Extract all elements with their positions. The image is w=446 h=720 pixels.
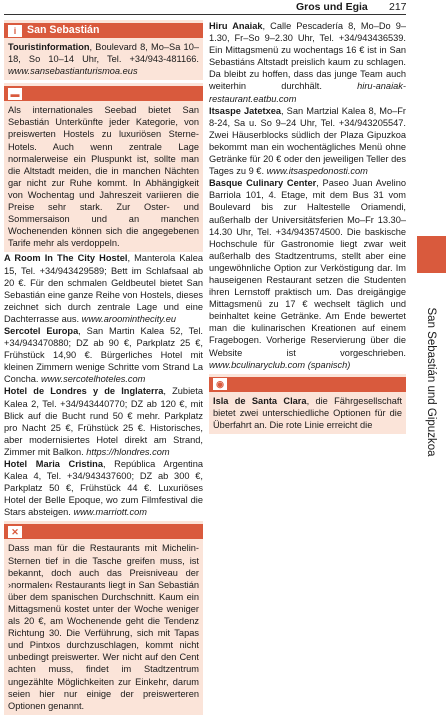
restaurant-url: hiru-anaiak-restaurant.eatbu.com xyxy=(209,81,406,104)
camera-icon: ◉ xyxy=(213,378,227,390)
tourist-info-text: , Boulevard 8, Mo–Sa 10–18, So 10–14 Uhr, Tel. +34/943-481166. xyxy=(8,42,199,65)
info-icon: i xyxy=(8,25,22,37)
left-column xyxy=(4,20,203,715)
sight-text: , die Fährgesellschaft bietet zwei unterschiedliche Optionen für die Überfahrt an. Die rote Linie erreicht die xyxy=(213,395,403,430)
hotel-intro: Als internationales Seebad bietet San Sebastián Unterkünfte jeder Kategorie, von preiswerten Hostels zu luxuriösen Sterne-Hotels. Auch wenn zentrale Lage normalerweise ein Pluspunkt ist, sollte man die Altstadt meiden, die in manchen Nächten gar nicht zur Ruhe kommt. In Abhängigkeit von Wochentag und Jahreszeit variieren die Preise sehr stark. Zur Oster- und Sommersaison und an manchen Wochenenden können sich die angegebenen Tarife mehr als verdoppeln. xyxy=(8,105,199,249)
restaurant-name: Basque Culinary Center xyxy=(209,178,317,189)
hotel-name: Sercotel Europa xyxy=(4,325,79,336)
food-box-bar xyxy=(4,524,203,539)
hotel-url: www.sercotelhoteles.com xyxy=(41,374,146,385)
bed-icon: ▬ xyxy=(8,88,22,100)
hotel-entry xyxy=(4,325,203,385)
cutlery-icon: ✕ xyxy=(8,526,22,538)
hotel-text: , Manterola Kalea 15, Tel. +34/943429589; Bett im Schlafsaal ab 20 €. Für den schmalen Geldbeutel bietet San Sebastián eine ganze Reihe von Hostels, dieses zeichnet sich durch zentrale Lage und eine Dachterrasse aus. xyxy=(4,253,203,324)
info-box-bar xyxy=(4,23,203,38)
hotel-entry xyxy=(4,252,203,325)
restaurant-name: Hiru Anaiak xyxy=(209,21,263,31)
tourist-info-url: www.sansebastianturismoa.eus xyxy=(8,66,138,77)
hotel-entry xyxy=(4,458,203,518)
restaurant-entry xyxy=(209,20,406,105)
restaurant-text: , San Martzial Kalea 8, Mo–Fr 8-24, Sa u. So 9–24 Uhr, Tel. +34/943205547. Zwei Häuserblocks südlich der Plaza Gipuzkoa bekommt man ein wochentägliches Menü ohne Getränke für 20 € oder den jeweiligen Teller des Tages zu 9 €. xyxy=(209,105,407,177)
tourist-info-name: Touristinformation xyxy=(8,42,90,52)
right-column xyxy=(209,20,406,434)
sight-box xyxy=(209,374,406,434)
restaurant-text: , Calle Pescadería 8, Mo–Do 9–1.30, Fr–So 9–2.30 Uhr, Tel. +34/943436539. Ein Mittagsmenü zu wochentags 16 € ist in San Sebastiáns Altstadt preislich kaum zu schlagen. Da bleibt zu hoffen, dass das junge Team auch weiterhin durchhält. xyxy=(209,21,406,92)
hotel-name: Hotel Maria Cristina xyxy=(4,459,103,469)
hotel-url: www.marriott.com xyxy=(73,507,147,518)
hotel-name: Hotel de Londres y de Inglaterra xyxy=(4,386,164,397)
hotel-url: https://hlondres.com xyxy=(86,446,170,457)
restaurant-entry xyxy=(209,105,406,178)
hotel-text: , Zubieta Kalea 2, Tel. +34/943440770; DZ ab 120 €, mit Blick auf die Bucht rund 50 € mehr. Parkplatz pro Nacht 25 €, Frühstück 25 €. Historisches, aber modernisiertes Hotel direkt am Strand, Zimmer mit Balkon. xyxy=(4,386,203,457)
restaurant-url: www.itsaspedonosti.com xyxy=(266,166,368,177)
tourist-info-entry xyxy=(8,41,199,77)
hotel-list xyxy=(4,252,203,518)
food-box xyxy=(4,521,203,714)
restaurant-name: Itsaspe Jatetxea xyxy=(209,105,282,116)
hotel-box-bar xyxy=(4,86,203,101)
chapter-label: San Sebastián und Gipuzkoa xyxy=(425,307,438,457)
sight-name: Isla de Santa Clara xyxy=(213,395,307,406)
running-title: Gros und Egia xyxy=(296,1,368,13)
info-box xyxy=(4,20,203,80)
hotel-entry xyxy=(4,385,203,458)
hotel-url: www.aroominthecity.eu xyxy=(81,313,177,324)
info-box-label: San Sebastián xyxy=(27,24,100,37)
hotel-name: A Room In The City Hostel xyxy=(4,253,128,264)
sight-entry xyxy=(213,395,402,431)
sight-box-bar xyxy=(209,377,406,392)
restaurant-entry xyxy=(209,177,406,371)
hotel-text: , San Martin Kalea 52, Tel. +34/943470880; DZ ab 90 €, Parkplatz 25 €, Frühstück 14,90 €. Bürgerliches Hotel mit kleinen Zimmern wenige Schritte vom Strand La Concha. xyxy=(4,325,203,385)
hotel-box xyxy=(4,83,203,252)
restaurant-text: , Paseo Juan Avelino Barriola 101, 4. Etage, mit dem Bus 31 vom Boulevard bis zur Haltestelle Oriamendi, außerhalb der Universitätsferien Mo–Fr 13.30–14.30 Uhr, Tel. +34/943574500. Die baskische Hochschule für Gastronomie liegt zwar weit außerhalb des Stadtzentrums, stellt aber eine ungewöhnliche Option zur Verköstigung dar. Im hauseigenen Restaurant setzen die Studenten ihren Lernstoff praktisch um. Das dreigängige Mittagsmenü zu 17 € wechselt täglich und beinhaltet keine Getränke. Am Ende bewertet man die kulinarischen Kreationen auf einem Fragebogen. Vorherige Reservierung über die Website ist vorgeschrieben. xyxy=(209,178,406,358)
page-header xyxy=(0,0,446,14)
chapter-tab xyxy=(417,236,446,273)
hotel-text: , República Argentina Kalea 4, Tel. +34/943437600; DZ ab 300 €, Parkplatz 50 €, Frühstück 44 €. Luxuriöses Hotel der Belle Epoque, wo zum Filmfestival die Stars absteigen. xyxy=(4,459,203,518)
restaurant-url: www.bculinaryclub.com (spanisch) xyxy=(209,359,351,370)
restaurant-list xyxy=(209,20,406,371)
header-rule xyxy=(4,14,406,15)
page-number: 217 xyxy=(389,1,407,13)
food-intro: Dass man für die Restaurants mit Michelin-Sternen tief in die Tasche greifen muss, ist bekannt, doch auch das Preisniveau der ›normalen‹ Restaurants liegt in San Sebastián über dem spanischen Durchschnitt. Kaum ein Mittagsmenü kostet unter der Woche weniger als 20 €, am Wochenende geht die Tendenz Richtung 30. Die Verführung, sich mit Tapas und Pintxos durchzuschlagen, kommt nicht unbedingt preiswerter. Wer nicht auf den Cent achten muss, findet im Stadtzentrum ungezählte Möglichkeiten zur Einkehr, darum seien hier nur einige der preiswerteren Optionen genannt. xyxy=(8,543,199,711)
